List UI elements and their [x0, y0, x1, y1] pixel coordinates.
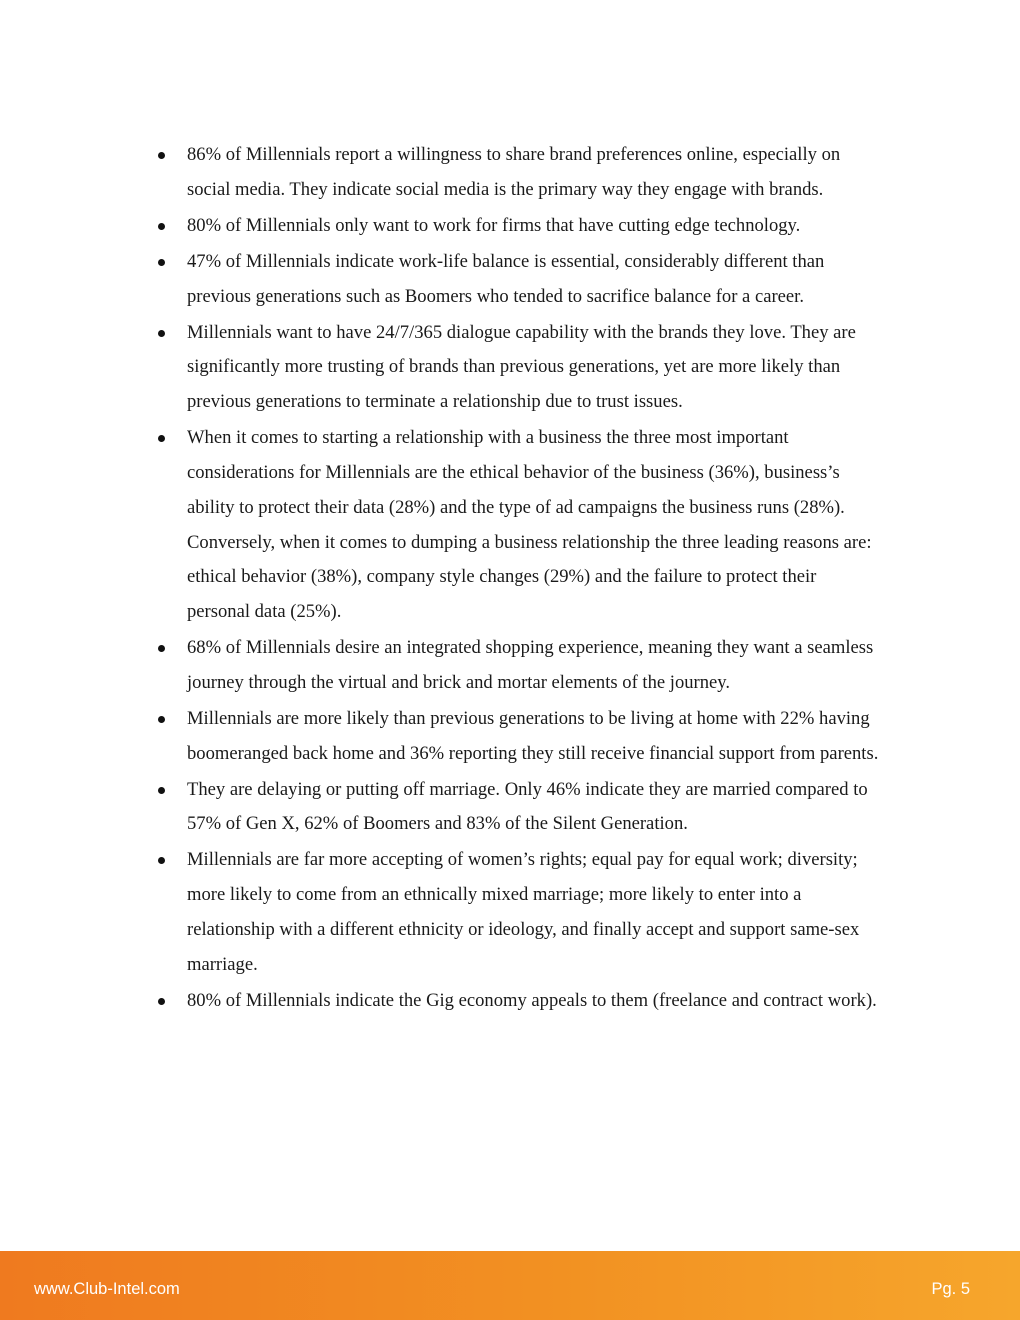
document-body	[155, 138, 880, 1020]
bullet-text: Millennials want to have 24/7/365 dialogue capability with the brands they love. They are significantly more trusting of brands than previous generations, yet are more likely than previous generations to terminate a relationship due to trust issues.	[187, 321, 856, 413]
bullet-item	[155, 843, 880, 982]
bullet-text: 47% of Millennials indicate work-life balance is essential, considerably different than previous generations such as Boomers who tended to sacrifice balance for a career.	[187, 250, 825, 307]
bullet-icon	[158, 435, 165, 442]
bullet-item	[155, 631, 880, 701]
bullet-text: 68% of Millennials desire an integrated shopping experience, meaning they want a seamless journey through the virtual and brick and mortar elements of the journey.	[187, 637, 874, 693]
bullet-item	[155, 702, 880, 772]
bullet-list	[155, 138, 880, 1019]
bullet-icon	[158, 152, 165, 159]
footer-website-link[interactable]: www.Club-Intel.com	[34, 1280, 180, 1298]
bullet-text: They are delaying or putting off marriage. Only 46% indicate they are married compared to 57% of Gen X, 62% of Boomers and 83% of the Silent Generation.	[187, 778, 868, 835]
bullet-item	[155, 421, 880, 630]
bullet-text: 80% of Millennials only want to work for firms that have cutting edge technology.	[187, 214, 801, 236]
bullet-icon	[158, 330, 165, 337]
bullet-text: Millennials are far more accepting of women’s rights; equal pay for equal work; diversity; more likely to come from an ethnically mixed marriage; more likely to enter into a relationship with a different ethnicity or ideology, and finally accept and support same-sex marriage.	[187, 849, 860, 975]
bullet-text: Millennials are more likely than previous generations to be living at home with 22% having boomeranged back home and 36% reporting they still receive financial support from parents.	[187, 707, 879, 764]
bullet-text: 80% of Millennials indicate the Gig economy appeals to them (freelance and contract work).	[187, 989, 877, 1011]
bullet-icon	[158, 716, 165, 723]
bullet-icon	[158, 223, 165, 230]
page-footer	[0, 1251, 1020, 1320]
page-number: Pg. 5	[931, 1280, 970, 1298]
bullet-icon	[158, 787, 165, 794]
bullet-icon	[158, 259, 165, 266]
bullet-item	[155, 316, 880, 420]
bullet-item	[155, 209, 880, 244]
bullet-icon	[158, 998, 165, 1005]
bullet-text: 86% of Millennials report a willingness to share brand preferences online, especially on social media. They indicate social media is the primary way they engage with brands.	[187, 144, 841, 200]
bullet-item	[155, 773, 880, 843]
bullet-item	[155, 984, 880, 1019]
bullet-text: When it comes to starting a relationship with a business the three most important considerations for Millennials are the ethical behavior of the business (36%), business’s ability to protect their data (28%) and the type of ad campaigns the business runs (28%). Conversely, when it comes to dumping a business relationship the three leading reasons are: ethical behavior (38%), company style changes (29%) and the failure to protect their personal data (25%).	[187, 427, 872, 623]
bullet-icon	[158, 645, 165, 652]
bullet-icon	[158, 857, 165, 864]
bullet-item	[155, 138, 880, 208]
bullet-item	[155, 245, 880, 315]
